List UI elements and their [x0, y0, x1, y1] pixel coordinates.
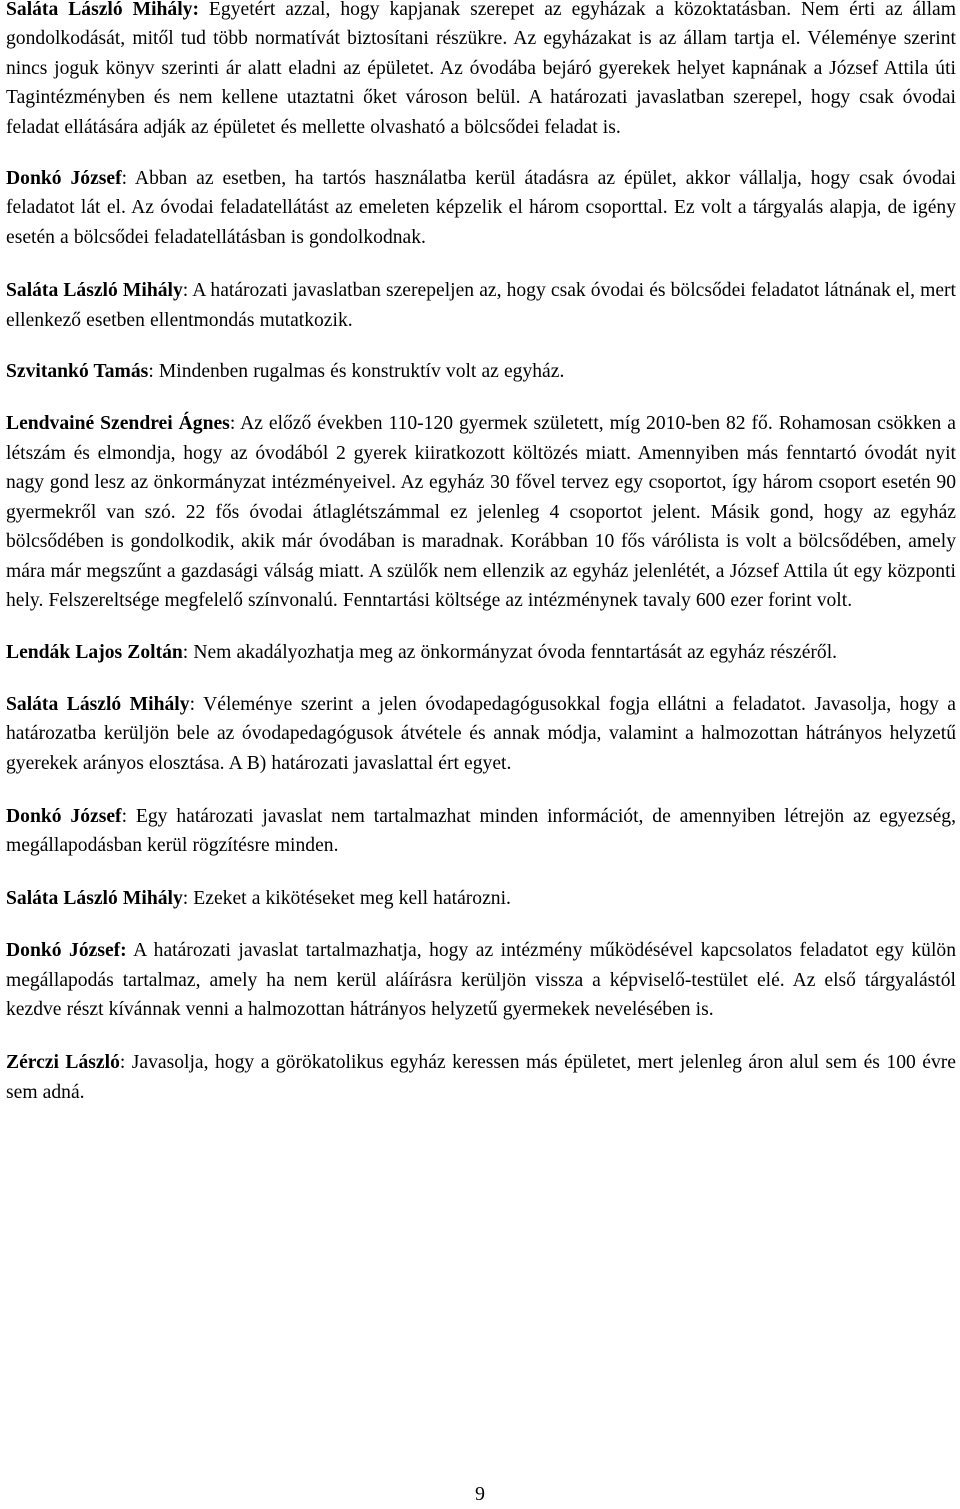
speaker-name: Saláta László Mihály [6, 280, 183, 302]
paragraph-text: : Javasolja, hogy a görökatolikus egyház keressen más épületet, mert jelenleg áron alul sem és 100 évre sem adná. [6, 1052, 956, 1103]
paragraph-text: : Nem akadályozhatja meg az önkormányzat óvoda fenntartását az egyház részéről. [182, 642, 838, 664]
paragraph-lendvainé [6, 409, 956, 615]
document-page [6, 0, 956, 1107]
speaker-name: Saláta László Mihály: [6, 0, 199, 20]
paragraph-donkó-2 [6, 802, 956, 861]
paragraph-saláta-2 [6, 276, 956, 335]
speaker-name: Donkó József: [6, 940, 127, 962]
paragraph-text: : Az előző években 110-120 gyermek született, míg 2010-ben 82 fő. Rohamosan csökken a létszám és elmondja, hogy az óvodából 2 gyerek kiiratkozott költözés miatt. Amennyiben más fenntartó óvodát nyit nagy gond lesz az önkormányzat intézményeivel. Az egyház 30 fővel tervez egy csoportot, így három csoport esetén 90 gyermekről van szó. 22 fős óvodai átlaglétszámmal ez jelenleg 4 csoportot jelent. Másik gond, hogy az egyház bölcsődében is gondolkodik, akik már óvodában is maradnak. Korábban 10 fős várólista is volt a bölcsődében, amely mára már megszűnt a gazdasági válság miatt. A szülők nem ellenzik az egyház jelenlétét, a József Attila út egy központi hely. Felszereltsége megfelelő színvonalú. Fenntartási költsége az intézménynek tavaly 600 ezer forint volt. [6, 413, 956, 611]
page-number: 9 [475, 1483, 485, 1505]
speaker-name: Donkó József [6, 168, 122, 190]
speaker-name: Donkó József [6, 805, 122, 827]
paragraph-donkó-3 [6, 936, 956, 1024]
paragraph-text: : Mindenben rugalmas és konstruktív volt az egyház. [148, 361, 565, 383]
paragraph-text: : Ezeket a kikötéseket meg kell határozni. [182, 887, 511, 909]
paragraph-lendák [6, 638, 956, 667]
speaker-name: Lendák Lajos Zoltán [6, 642, 183, 664]
paragraph-text: Egyetért azzal, hogy kapjanak szerepet az egyházak a közoktatásban. Nem érti az állam gondolkodását, mitől tud több normatívát biztosítani részükre. Az egyházakat is az állam tartja el. Véleménye szerint nincs joguk könyv szerinti ár alatt eladni az épületet. Az óvodába bejáró gyerekek helyet kapnának a József Attila úti Tagintézményben és nem kellene utaztatni őket városon belül. A határozati javaslatban szerepel, hogy csak óvodai feladat ellátására adják az épületet és mellette olvasható a bölcsődei feladat is. [6, 0, 956, 138]
paragraph-text: A határozati javaslat tartalmazhatja, hogy az intézmény működésével kapcsolatos feladatot egy külön megállapodás tartalmaz, amely ha nem kerül aláírásra kerüljön vissza a képviselő-testület elé. Az első tárgyalástól kezdve részt kívánnak venni a halmozottan hátrányos helyzetű gyermekek nevelésében is. [6, 940, 956, 1020]
paragraph-text: : A határozati javaslatban szerepeljen az, hogy csak óvodai és bölcsődei feladatot látnának el, mert ellenkező esetben ellentmondás mutatkozik. [6, 280, 956, 331]
speaker-name: Zérczi László [6, 1052, 120, 1074]
paragraph-saláta-1 [6, 0, 956, 142]
speaker-name: Saláta László Mihály [6, 693, 190, 715]
paragraph-text: : Véleménye szerint a jelen óvodapedagógusokkal fogja ellátni a feladatot. Javasolja, hogy a határozatba kerüljön bele az óvodapedagógusok átvétele és annak módja, valamint a halmozottan hátrányos helyzetű gyerekek arányos elosztása. A B) határozati javaslattal ért egyet. [6, 693, 956, 774]
paragraph-text: : Egy határozati javaslat nem tartalmazhat minden információt, de amennyiben létrejön az egyezség, megállapodásban kerül rögzítésre minden. [6, 805, 956, 857]
speaker-name: Lendvainé Szendrei Ágnes [6, 413, 230, 435]
paragraph-text: : Abban az esetben, ha tartós használatba kerül átadásra az épület, akkor vállalja, hogy csak óvodai feladatot lát el. Az óvodai feladatellátást az emeleten képzelik el három csoporttal. Ez volt a tárgyalás alapja, de igény esetén a bölcsődei feladatellátásban is gondolkodnak. [6, 168, 956, 248]
paragraph-szvitankó [6, 357, 956, 386]
paragraph-saláta-3 [6, 690, 956, 778]
paragraph-donkó-1 [6, 164, 956, 252]
speaker-name: Szvitankó Tamás [6, 361, 149, 383]
speaker-name: Saláta László Mihály [6, 887, 183, 909]
paragraph-saláta-4 [6, 884, 956, 913]
paragraph-zérczi [6, 1048, 956, 1107]
